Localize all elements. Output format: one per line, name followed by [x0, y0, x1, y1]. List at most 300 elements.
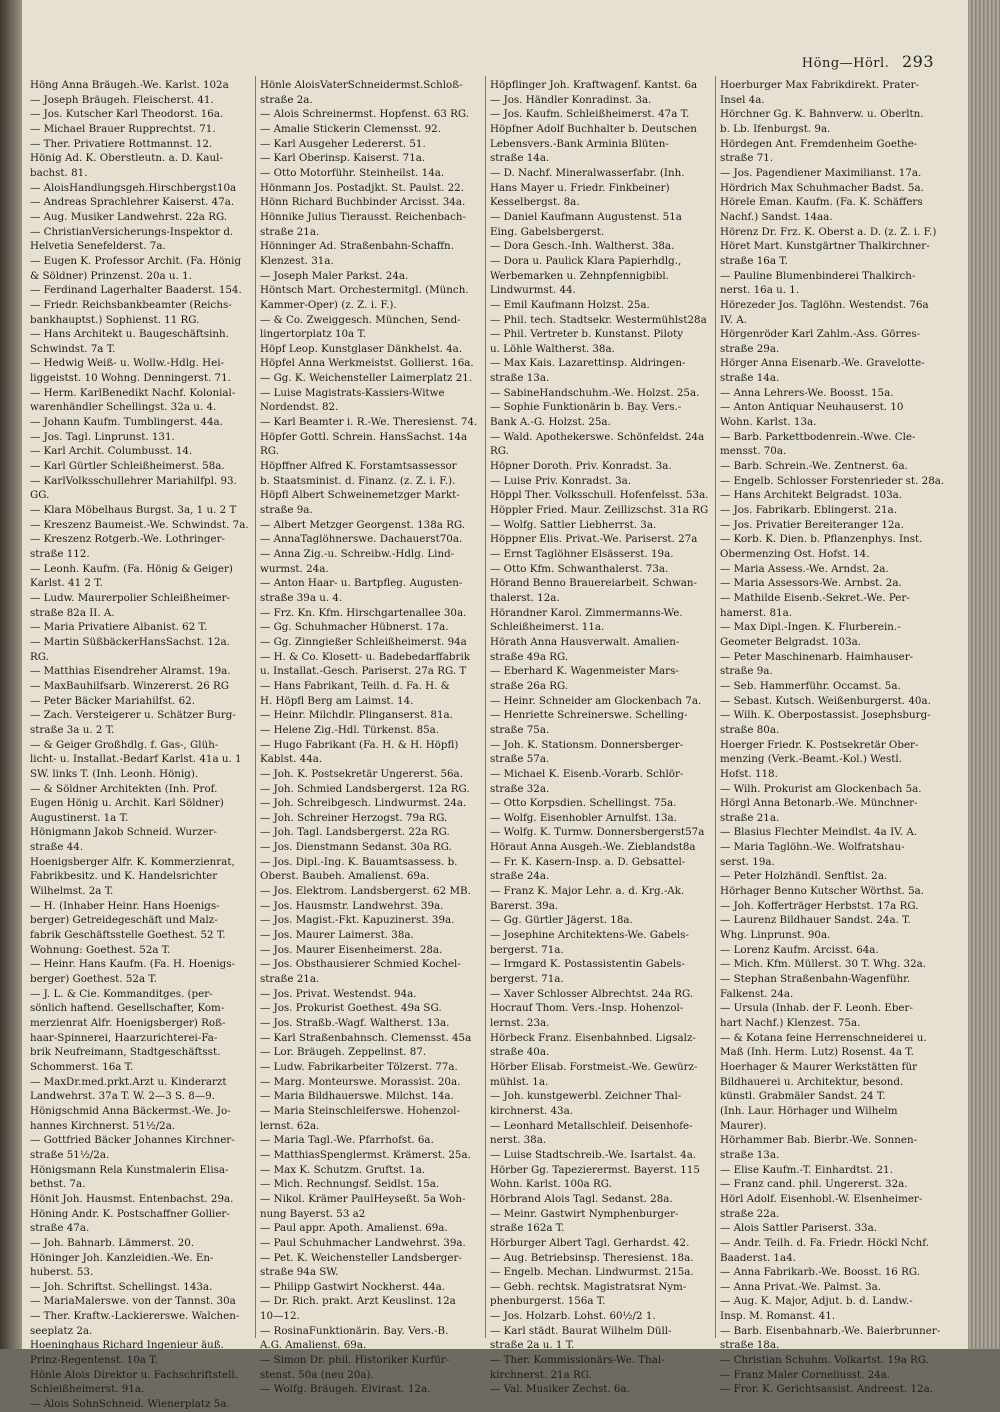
directory-entry: Höpflinger Joh. Kraftwagenf. Kantst. 6a [490, 79, 698, 91]
directory-entry: — Otto Korpsdien. Schellingst. 75a. [490, 797, 677, 810]
directory-entry: Höppner Elis. Privat.-We. Pariserst. 27a [490, 533, 698, 546]
directory-entry: Hördrich Max Schuhmacher Badst. 5a. [720, 181, 924, 194]
directory-entry: sönlich haftend. Gesellschafter, Kom- [30, 1002, 225, 1015]
directory-entry: straße 80a. [720, 723, 780, 736]
directory-entry: — Phil. tech. Stadtsekr. Westermühlst28a [490, 313, 707, 326]
directory-entry: Wohnung: Goethest. 52a T. [30, 943, 171, 956]
directory-entry: & Söldner) Prinzenst. 20a u. 1. [30, 269, 192, 282]
directory-entry: — Ther. Kommissionärs-We. Thal- [490, 1354, 665, 1367]
directory-entry: — Max Kais. Lazarettinsp. Aldringen- [490, 357, 686, 370]
directory-entry: — Amalie Stickerin Clemensst. 92. [260, 122, 441, 135]
directory-entry: — Wolfg. Eisenhobler Arnulfst. 13a. [490, 811, 677, 824]
directory-entry: Höng Anna Bräugeh.-We. Karlst. 102a [30, 79, 229, 91]
directory-entry: — Maria Assessors-We. Arnbst. 2a. [720, 577, 902, 590]
directory-entry: merzienrat Alfr. Hoenigsberger) Roß- [30, 1017, 226, 1029]
page-stack-edge [968, 0, 1000, 1349]
directory-entry: — Jos. Hausmstr. Landwehrst. 39a. [260, 899, 444, 912]
directory-entry: — Karl städt. Baurat Wilhelm Düll- [490, 1324, 672, 1337]
directory-entry: Hörburger Albert Tagl. Gerhardst. 42. [490, 1236, 690, 1249]
directory-entry: — Wilh. K. Oberpostassist. Josephsburg- [720, 709, 931, 722]
column-4 [720, 78, 945, 1397]
directory-entry: — Eberhard K. Wagenmeister Mars- [490, 665, 679, 678]
directory-entry: — Franz K. Major Lehr. a. d. Krg.-Ak. [490, 885, 685, 898]
directory-entry: — Sebast. Kutsch. Weißenburgerst. 40a. [720, 694, 931, 707]
directory-entry: — Jos. Maurer Eisenheimerst. 28a. [260, 943, 443, 956]
directory-entry: — Jos. Privatier Bereiteranger 12a. [720, 518, 904, 531]
directory-entry: huberst. 53. [30, 1266, 94, 1279]
directory-entry: — Barb. Parkettbodenrein.-Wwe. Cle- [720, 430, 916, 443]
directory-entry: straße 13a. [490, 372, 550, 385]
directory-entry: berger) Goethest. 52a T. [30, 973, 157, 986]
directory-entry: — Mathilde Eisenb.-Sekret.-We. Per- [720, 591, 910, 604]
directory-entry: — AloisHandlungsgeh.Hirschbergst10a [30, 181, 237, 194]
directory-entry: — Karl Beamter i. R.-We. Theresienst. 74. [260, 416, 478, 429]
directory-entry: Barerst. 39a. [490, 899, 559, 912]
directory-entry: — Joseph Maler Parkst. 24a. [260, 269, 409, 282]
directory-entry: kirchnerst. 43a. [490, 1104, 573, 1117]
directory-entry: straße 49a RG. [490, 650, 569, 663]
directory-entry: Insp. M. Romanst. 41. [720, 1310, 836, 1323]
directory-entry: — Nikol. Krämer PaulHeyseßt. 5a Woh- [260, 1192, 466, 1205]
directory-entry: — Gg. Gürtler Jägerst. 18a. [490, 914, 633, 927]
directory-entry: haar-Spinnerei, Haarzurichterei-Fa- [30, 1031, 218, 1044]
directory-entry: Höpner Doroth. Priv. Konradst. 3a. [490, 460, 672, 473]
directory-entry: Kablst. 44a. [260, 753, 323, 766]
directory-entry: Bildhauerei u. Architektur, besond. [720, 1075, 904, 1088]
directory-entry: fabrik Geschäftsstelle Goethest. 52 T. [30, 929, 226, 942]
directory-entry: Eing. Gabelsbergerst. [490, 225, 605, 238]
directory-entry: — Johann Kaufm. Tumblingerst. 44a. [30, 416, 223, 429]
directory-entry: RG. [490, 445, 509, 458]
directory-entry: — Kreszenz Baumeist.-We. Schwindst. 7a. [30, 518, 249, 531]
directory-entry: wurmst. 24a. [260, 562, 329, 575]
directory-entry: — Alois SohnSchneid. Wienerplatz 5a. [30, 1398, 230, 1411]
directory-entry: mensst. 70a. [720, 445, 787, 458]
directory-entry: Hocrauf Thom. Vers.-Insp. Hohenzol- [490, 1002, 684, 1015]
directory-entry: — Jos. Dipl.-Ing. K. Bauamtsassess. b. [260, 855, 458, 868]
directory-entry: — Helene Zig.-Hdl. Türkenst. 85a. [260, 723, 440, 736]
directory-entry: — H. (Inhaber Heinr. Hans Hoenigs- [30, 899, 220, 912]
directory-entry: — Joh. K. Postsekretär Ungererst. 56a. [260, 767, 463, 780]
directory-entry: Hönle AloisVaterSchneidermst.Schloß- [260, 79, 463, 91]
directory-entry: bergerst. 71a. [490, 943, 564, 956]
directory-entry: Hörgenröder Karl Zahlm.-Ass. Görres- [720, 328, 921, 341]
directory-entry: straße 14a. [490, 152, 550, 165]
directory-entry: Hörhager Benno Kutscher Wörthst. 5a. [720, 885, 925, 898]
directory-entry: Klenzest. 31a. [260, 254, 334, 267]
directory-entry: — Fr. K. Kasern-Insp. a. D. Gebsattel- [490, 855, 686, 868]
directory-entry: — Frz. Kn. Kfm. Hirschgartenallee 30a. [260, 606, 467, 619]
header-range: Höng—Hörl. [801, 56, 890, 71]
directory-entry: — Henriette Schreinerswe. Schelling- [490, 709, 688, 722]
directory-entry: straße 32a. [490, 782, 550, 795]
directory-entry: u. Löhle Waltherst. 38a. [490, 342, 615, 355]
directory-entry: — Franz Maler Corneliusst. 24a. [720, 1368, 891, 1381]
directory-entry: — Jos. Kaufm. Schleißheimerst. 47a T. [490, 108, 690, 121]
directory-entry: — Joseph Bräugeh. Fleischerst. 41. [30, 93, 214, 106]
directory-entry: — Korb. K. Dien. b. Pflanzenphys. Inst. [720, 533, 923, 546]
directory-entry: Hörl Adolf. Eisenhobl.-W. Elsenheimer- [720, 1192, 923, 1205]
directory-entry: — Pet. K. Weichensteller Landsberger- [260, 1251, 462, 1264]
directory-entry: — Emil Kaufmann Holzst. 25a. [490, 298, 650, 311]
directory-entry: Geometer Belgradst. 103a. [720, 635, 862, 648]
directory-entry: — Barb. Eisenbahnarb.-We. Baierbrunner- [720, 1324, 941, 1337]
directory-entry: Whg. Linprunst. 90a. [720, 929, 831, 942]
directory-entry: — Jos. Fabrikarb. Eblingerst. 21a. [720, 504, 897, 517]
directory-entry: — RosinaFunktionärin. Bay. Vers.-B. [260, 1324, 449, 1337]
directory-entry: — Dora Gesch.-Inh. Waltherst. 38a. [490, 240, 675, 253]
directory-entry: IV. A. [720, 313, 747, 326]
directory-entry: Hoenigsberger Alfr. K. Kommerzienrat, [30, 855, 235, 868]
directory-entry: — Anna Zig.-u. Schreibw.-Hdlg. Lind- [260, 548, 455, 560]
directory-entry: Hörbrand Alois Tagl. Sedanst. 28a. [490, 1192, 673, 1205]
directory-entry: — Meinr. Gastwirt Nymphenburger- [490, 1207, 679, 1220]
directory-entry: — Joh. Schmied Landsbergerst. 12a RG. [260, 782, 470, 795]
directory-entry: — Kreszenz Rotgerb.-We. Lothringer- [30, 533, 226, 546]
directory-entry: — Daniel Kaufmann Augustenst. 51a [490, 210, 682, 223]
directory-entry: — Paul Schuhmacher Landwehrst. 39a. [260, 1236, 466, 1249]
directory-entry: liggeistst. 10 Wohng. Denningerst. 71. [30, 372, 231, 385]
directory-entry: — Wald. Apothekerswe. Schönfeldst. 24a [490, 430, 705, 443]
directory-entry: Höppler Fried. Maur. Zeillizschst. 31a RG [490, 504, 709, 517]
directory-entry: — Stephan Straßenbahn-Wagenführ. [720, 973, 911, 986]
directory-entry: — Andreas Sprachlehrer Kaiserst. 47a. [30, 196, 235, 209]
directory-entry: — Klara Möbelhaus Burgst. 3a, 1 u. 2 T [30, 504, 237, 517]
directory-entry: — Anton Haar- u. Bartpfleg. Augusten- [260, 577, 463, 590]
directory-entry: — Luise Stadtschreib.-We. Isartalst. 4a. [490, 1148, 697, 1161]
directory-entry: — Anton Antiquar Neuhauserst. 10 [720, 401, 904, 414]
directory-entry: Schleißheimerst. 11a. [490, 621, 605, 634]
directory-entry: u. Installat.-Gesch. Pariserst. 27a RG. T [260, 665, 467, 678]
running-header [802, 52, 934, 71]
directory-entry: straße 112. [30, 548, 90, 560]
directory-entry: — Max Dipl.-Ingen. K. Flurberein.- [720, 621, 901, 634]
directory-entry: Höpffner Alfred K. Forstamtsassessor [260, 460, 457, 473]
directory-entry: Hans Mayer u. Friedr. Finkbeiner) [490, 181, 670, 194]
directory-entry: straße 3a u. 2 T. [30, 723, 115, 736]
directory-entry: — Anna Lehrers-We. Boosst. 15a. [720, 386, 894, 399]
directory-entry: — Wilh. Prokurist am Glockenbach 5a. [720, 782, 922, 795]
directory-entry: — Marg. Monteurswe. Morassist. 20a. [260, 1075, 461, 1088]
directory-entry: — Otto Motorführ. Steinheilst. 14a. [260, 166, 445, 179]
directory-entry: — Jos. Dienstmann Sedanst. 30a RG. [260, 841, 452, 854]
directory-entry: bethst. 7a. [30, 1178, 86, 1191]
directory-entry: — Maria Assess.-We. Arndst. 2a. [720, 562, 889, 575]
directory-entry: Höpfl Albert Schweinemetzger Markt- [260, 489, 460, 502]
directory-entry: — D. Nachf. Mineralwasserfabr. (Inh. [490, 166, 685, 179]
directory-entry: — Ernst Taglöhner Elsässerst. 19a. [490, 548, 674, 560]
directory-entry: — Zach. Versteigerer u. Schätzer Burg- [30, 709, 236, 722]
directory-entry: straße 21a. [260, 225, 320, 238]
directory-entry: — MatthiasSpenglermst. Krämerst. 25a. [260, 1148, 471, 1161]
directory-entry: Höninger Joh. Kanzleidien.-We. En- [30, 1251, 214, 1264]
directory-entry: — Aug. Musiker Landwehrst. 22a RG. [30, 210, 228, 223]
directory-entry: straße 2a. [260, 93, 313, 106]
directory-entry: straße 14a. [720, 372, 780, 385]
directory-entry: — Dora u. Paulick Klara Papierhdlg., [490, 254, 682, 267]
directory-entry: brik Neufreimann, Stadtgeschäftsst. [30, 1046, 221, 1059]
directory-entry: Fabrikbesitz. und K. Handelsrichter [30, 870, 218, 883]
directory-entry: Baaderst. 1a4. [720, 1251, 796, 1264]
binding-edge [0, 0, 22, 1349]
directory-entry: lernst. 62a. [260, 1119, 320, 1132]
directory-entry: Hoerhager & Maurer Werkstätten für [720, 1060, 918, 1073]
directory-entry: RG. [30, 650, 49, 663]
directory-entry: licht- u. Installat.-Bedarf Karlst. 41a u. 1 [30, 753, 242, 766]
directory-entry: — Hugo Fabrikant (Fa. H. & H. Höpfl) [260, 738, 459, 751]
directory-entry: — Simon Dr. phil. Historiker Kurfür- [260, 1354, 450, 1367]
directory-entry: nerst. 38a. [490, 1134, 547, 1147]
directory-entry: Wohn. Karlst. 13a. [720, 416, 817, 429]
directory-entry: Landwehrst. 37a T. W. 2—3 S. 8—9. [30, 1090, 215, 1103]
directory-entry: — Karl Oberinsp. Kaiserst. 71a. [260, 152, 426, 165]
directory-entry: — Jos. Elektrom. Landsbergerst. 62 MB. [260, 885, 471, 898]
directory-entry: — Albert Metzger Georgenst. 138a RG. [260, 518, 466, 531]
directory-entry: — Aug. Betriebsinsp. Theresienst. 18a. [490, 1251, 694, 1264]
directory-entry: — Val. Musiker Zechst. 6a. [490, 1383, 630, 1396]
directory-entry: Hörger Anna Eisenarb.-We. Gravelotte- [720, 357, 925, 370]
directory-entry: — Ursula (Inhab. der F. Leonh. Eber- [720, 1002, 913, 1015]
directory-entry: — MariaMalerswe. von der Tannst. 30a [30, 1295, 236, 1308]
directory-entry: — Ludw. Fabrikarbeiter Tölzerst. 77a. [260, 1060, 458, 1073]
directory-entry: Falkenst. 24a. [720, 987, 794, 1000]
directory-entry: — Hans Architekt u. Baugeschäftsinh. [30, 328, 229, 341]
directory-entry: — Ferdinand Lagerhalter Baaderst. 154. [30, 284, 242, 297]
directory-entry: Hoerburger Max Fabrikdirekt. Prater- [720, 79, 920, 91]
directory-entry: straße 71. [720, 152, 774, 165]
directory-entry: — Mich. Rechnungsf. Seidlst. 15a. [260, 1178, 440, 1191]
directory-entry: berger) Getreidegeschäft und Malz- [30, 914, 218, 927]
directory-entry: Hönigsmann Rela Kunstmalerin Elisa- [30, 1163, 229, 1176]
page-number: 293 [901, 52, 934, 71]
directory-entry: — Martin SüßbäckerHansSachst. 12a. [30, 635, 230, 648]
directory-entry: — Engelb. Schlosser Forstenrieder st. 28a. [720, 474, 945, 487]
directory-entry: — Luise Priv. Konradst. 3a. [490, 474, 632, 487]
directory-entry: — Hans Fabrikant, Teilh. d. Fa. H. & [260, 679, 450, 692]
directory-entry: — Anna Fabrikarb.-We. Boosst. 16 RG. [720, 1266, 921, 1279]
directory-entry: — Heinr. Milchdlr. Plinganserst. 81a. [260, 709, 453, 722]
directory-entry: — Lor. Bräugeh. Zeppelinst. 87. [260, 1046, 427, 1059]
directory-entry: — Andr. Teilh. d. Fa. Friedr. Höckl Nchf. [720, 1236, 930, 1249]
directory-entry: straße 22a. [720, 1207, 780, 1220]
directory-entry: — Jos. Kutscher Karl Theodorst. 16a. [30, 108, 224, 121]
directory-entry: nerst. 16a u. 1. [720, 284, 800, 297]
directory-entry: — Joh. Schreibgesch. Lindwurmst. 24a. [260, 797, 467, 810]
directory-entry: — Karl Archit. Columbusst. 14. [30, 445, 193, 458]
directory-entry: Kammer-Oper) (z. Z. i. F.). [260, 298, 397, 311]
directory-entry: — & Kotana feine Herrenschneiderei u. [720, 1031, 927, 1044]
directory-entry: RG. [260, 445, 279, 458]
directory-entry: straße 57a. [490, 753, 550, 766]
directory-entry: straße 94a SW. [260, 1266, 339, 1279]
directory-entry: Oberst. Baubeh. Amalienst. 69a. [260, 870, 430, 883]
directory-entry: — Jos. Tagl. Linprunst. 131. [30, 430, 175, 443]
directory-entry: — J. L. & Cie. Kommanditges. (per- [30, 987, 213, 1000]
directory-entry: Kesselbergst. 8a. [490, 196, 580, 209]
directory-entry: Höpfel Anna Werkmeistst. Gollierst. 16a. [260, 357, 474, 370]
column-rule [485, 76, 486, 1338]
directory-entry: A.G. Amalienst. 69a. [260, 1339, 367, 1352]
directory-entry: — Gg. Schuhmacher Hübnerst. 17a. [260, 621, 449, 634]
directory-entry: serst. 19a. [720, 855, 775, 868]
directory-entry: Augustinerst. 1a T. [30, 811, 129, 824]
directory-entry: Schwindst. 7a T. [30, 342, 116, 355]
directory-entry: — Ludw. Maurerpolier Schleißheimer- [30, 591, 230, 604]
directory-entry: — Joh. K. Stationsm. Donnersberger- [490, 738, 684, 751]
directory-entry: straße 16a T. [720, 254, 788, 267]
directory-entry: — Joh. Kofferträger Herbstst. 17a RG. [720, 899, 919, 912]
directory-entry: Höpfer Gottl. Schrein. HansSachst. 14a [260, 430, 468, 443]
directory-entry: seeplatz 2a. [30, 1324, 93, 1337]
directory-entry: — Leonhard Metallschleif. Deisenhofe- [490, 1119, 693, 1132]
directory-entry: — Philipp Gastwirt Nockherst. 44a. [260, 1280, 446, 1293]
directory-entry: — Otto Kfm. Schwanthalerst. 73a. [490, 562, 669, 575]
directory-entry: Schommerst. 16a T. [30, 1060, 134, 1073]
directory-entry: straße 44. [30, 841, 84, 854]
directory-entry: — Matthias Eisendreher Alramst. 19a. [30, 665, 231, 678]
directory-entry: — Friedr. Reichsbankbeamter (Reichs- [30, 298, 232, 311]
directory-entry: straße 26a RG. [490, 679, 569, 692]
directory-entry: warenhändler Schellingst. 32a u. 4. [30, 401, 217, 414]
directory-entry: künstl. Grabmäler Sandst. 24 T. [720, 1090, 886, 1103]
directory-entry: — Peter Bäcker Mariahilfst. 62. [30, 694, 195, 707]
directory-entry: — Jos. Prokurist Goethest. 49a SG. [260, 1002, 442, 1015]
column-rule [715, 76, 716, 1338]
directory-entry: Hörenz Dr. Frz. K. Oberst a. D. (z. Z. i. F.) [720, 225, 937, 238]
directory-entry: Hörele Eman. Kaufm. (Fa. K. Schäffers [720, 196, 923, 209]
directory-entry: Prinz-Regentenst. 10a T. [30, 1354, 158, 1367]
directory-entry: lernst. 23a. [490, 1017, 550, 1029]
directory-entry: — AnnaTaglöhnerswe. Dachauerst70a. [260, 533, 463, 546]
directory-entry: — Dr. Rich. prakt. Arzt Keuslinst. 12a [260, 1295, 456, 1308]
directory-entry: straße 21a. [720, 811, 780, 824]
directory-entry: GG. [30, 489, 50, 502]
directory-entry: Höpfner Adolf Buchhalter b. Deutschen [490, 122, 697, 135]
directory-entry: hart Nachf.) Klenzest. 75a. [720, 1017, 861, 1029]
directory-entry: — Maria Privatiere Albanist. 62 T. [30, 621, 208, 634]
directory-entry: — Laurenz Bildhauer Sandst. 24a. T. [720, 914, 911, 927]
directory-entry: lingertorplatz 10a T. [260, 328, 367, 341]
directory-entry: Höpf Leop. Kunstglaser Dänkhelst. 4a. [260, 342, 463, 355]
directory-entry: — Maria Bildhauerswe. Milchst. 14a. [260, 1090, 454, 1103]
directory-entry: — Joh. Bahnarb. Lämmerst. 20. [30, 1236, 195, 1249]
directory-entry: straße 9a. [720, 665, 773, 678]
directory-entry: — Jos. Obsthausierer Schmied Kochel- [260, 958, 461, 971]
directory-entry: Hörber Elisab. Forstmeist.-We. Gewürz- [490, 1060, 698, 1073]
directory-entry: straße 18a. [720, 1339, 780, 1352]
directory-entry: — Alois Sattler Pariserst. 33a. [720, 1222, 878, 1235]
directory-entry: bankhauptst.) Sophienst. 11 RG. [30, 313, 200, 326]
directory-entry: — Josephine Architektens-We. Gabels- [490, 929, 689, 942]
directory-entry: stenst. 50a (neu 20a). [260, 1368, 374, 1381]
directory-entry: straße 21a. [260, 973, 320, 986]
directory-entry: — Gg. Zinngießer Schleißheimerst. 94a [260, 635, 467, 648]
directory-entry: mühlst. 1a. [490, 1075, 549, 1088]
directory-entry: Insel 4a. [720, 93, 765, 106]
directory-entry: hannes Kirchnerst. 51½/2a. [30, 1119, 176, 1132]
directory-entry: — & Co. Zweiggesch. München, Send- [260, 313, 461, 326]
directory-entry: — Maria Steinschleiferswe. Hohenzol- [260, 1104, 460, 1117]
directory-entry: Hönigschmid Anna Bäckermst.-We. Jo- [30, 1104, 231, 1117]
directory-entry: Hörhammer Bab. Bierbr.-We. Sonnen- [720, 1134, 918, 1147]
directory-entry: — MaxDr.med.prkt.Arzt u. Kinderarzt [30, 1075, 227, 1088]
directory-entry: — Luise Magistrats-Kassiers-Witwe [260, 386, 445, 399]
directory-entry: — Jos. Straßb.-Wagf. Waltherst. 13a. [260, 1017, 450, 1029]
directory-entry: Hörath Anna Hausverwalt. Amalien- [490, 635, 680, 648]
directory-entry: Hoerger Friedr. K. Postsekretär Ober- [720, 738, 919, 751]
column-rule [255, 76, 256, 1338]
directory-entry: — Peter Holzhändl. Senftlst. 2a. [720, 870, 888, 883]
directory-entry: Hördegen Ant. Fremdenheim Goethe- [720, 137, 918, 150]
directory-entry: — Joh. Tagl. Landsbergerst. 22a RG. [260, 826, 450, 839]
directory-entry: — Blasius Flechter Meindlst. 4a IV. A. [720, 826, 918, 839]
directory-entry: Hörezeder Jos. Taglöhn. Westendst. 76a [720, 298, 929, 311]
directory-entry: — Hans Architekt Belgradst. 103a. [720, 489, 903, 502]
directory-entry: — Xaver Schlosser Albrechtst. 24a RG. [490, 987, 694, 1000]
directory-entry: Hörchner Gg. K. Bahnverw. u. Oberltn. [720, 108, 924, 121]
directory-entry: Wilhelmst. 2a T. [30, 885, 114, 898]
directory-entry: — Anna Privat.-We. Palmst. 3a. [720, 1280, 882, 1293]
directory-entry: — Elise Kaufm.-T. Einhardtst. 21. [720, 1163, 893, 1176]
directory-entry: Hörber Gg. Tapezierermst. Bayerst. 115 [490, 1163, 700, 1176]
column-1 [30, 78, 252, 1412]
directory-entry: — Christian Schuhm. Volkartst. 19a RG. [720, 1354, 929, 1367]
directory-entry: — Heinr. Hans Kaufm. (Fa. H. Hoenigs- [30, 958, 236, 971]
directory-entry: — Herm. KarlBenedikt Nachf. Kolonial- [30, 386, 236, 399]
directory-entry: Schleißheimerst. 91a. [30, 1383, 145, 1396]
directory-entry: Werbemarken u. Zehnpfennigbibl. [490, 269, 669, 282]
directory-entry: Höppl Ther. Volksschull. Hofenfelsst. 53a. [490, 489, 709, 502]
directory-entry: — Sophie Funktionärin b. Bay. Vers.- [490, 401, 682, 414]
directory-entry: Lindwurmst. 44. [490, 284, 576, 297]
directory-entry: straße 13a. [720, 1148, 780, 1161]
directory-entry: straße 9a. [260, 504, 313, 517]
directory-entry: — Max K. Schutzm. Gruftst. 1a. [260, 1163, 426, 1176]
directory-entry: straße 29a. [720, 342, 780, 355]
directory-entry: — Karl Gürtler Schleißheimerst. 58a. [30, 460, 225, 473]
directory-entry: Hönnike Julius Tierausst. Reichenbach- [260, 210, 466, 223]
directory-entry: — Franz cand. phil. Ungererst. 32a. [720, 1178, 908, 1191]
directory-entry: Obermenzing Ost. Hofst. 14. [720, 548, 870, 560]
directory-entry: — & Söldner Architekten (Inh. Prof. [30, 782, 218, 795]
directory-entry: — Jos. Magist.-Fkt. Kapuzinerst. 39a. [260, 914, 455, 927]
directory-entry: — Lorenz Kaufm. Arcisst. 64a. [720, 943, 879, 956]
directory-entry: Hönig Ad. K. Oberstleutn. a. D. Kaul- [30, 152, 223, 165]
directory-entry: straße 47a. [30, 1222, 90, 1235]
directory-entry: — Paul appr. Apoth. Amalienst. 69a. [260, 1222, 448, 1235]
directory-entry: Hofst. 118. [720, 767, 778, 780]
directory-entry: — SabineHandschuhm.-We. Holzst. 25a. [490, 386, 700, 399]
directory-entry: Lebensvers.-Bank Arminia Blüten- [490, 137, 669, 150]
directory-entry: Höret Mart. Kunstgärtner Thalkirchner- [720, 240, 930, 253]
directory-entry: — Ther. Privatiere Rottmannst. 12. [30, 137, 213, 150]
directory-entry: — Michael Brauer Rupprechtst. 71. [30, 122, 216, 135]
directory-entry: — H. & Co. Klosett- u. Badebedarffabrik [260, 650, 470, 663]
directory-entry: phenburgerst. 156a T. [490, 1295, 606, 1308]
directory-entry: straße 82a II. A. [30, 606, 115, 619]
directory-entry: straße 51½/2a. [30, 1148, 110, 1161]
directory-entry: hamerst. 81a. [720, 606, 793, 619]
directory-entry: — Joh. Schreiner Herzogst. 79a RG. [260, 811, 448, 824]
directory-entry: Maurer). [720, 1119, 767, 1132]
directory-entry: Hönmann Jos. Postadjkt. St. Paulst. 22. [260, 181, 464, 194]
directory-entry: Helvetia Senefelderst. 7a. [30, 240, 166, 253]
directory-entry: — Fror. K. Gerichtsassist. Andreest. 12a. [720, 1383, 933, 1396]
directory-entry: straße 24a. [490, 870, 550, 883]
directory-entry: Karlst. 41 2 T. [30, 577, 103, 590]
directory-entry: — Wolfg. Sattler Liebherrst. 3a. [490, 518, 657, 531]
directory-entry: — Wolfg. K. Turmw. Donnersbergerst57a [490, 826, 705, 839]
